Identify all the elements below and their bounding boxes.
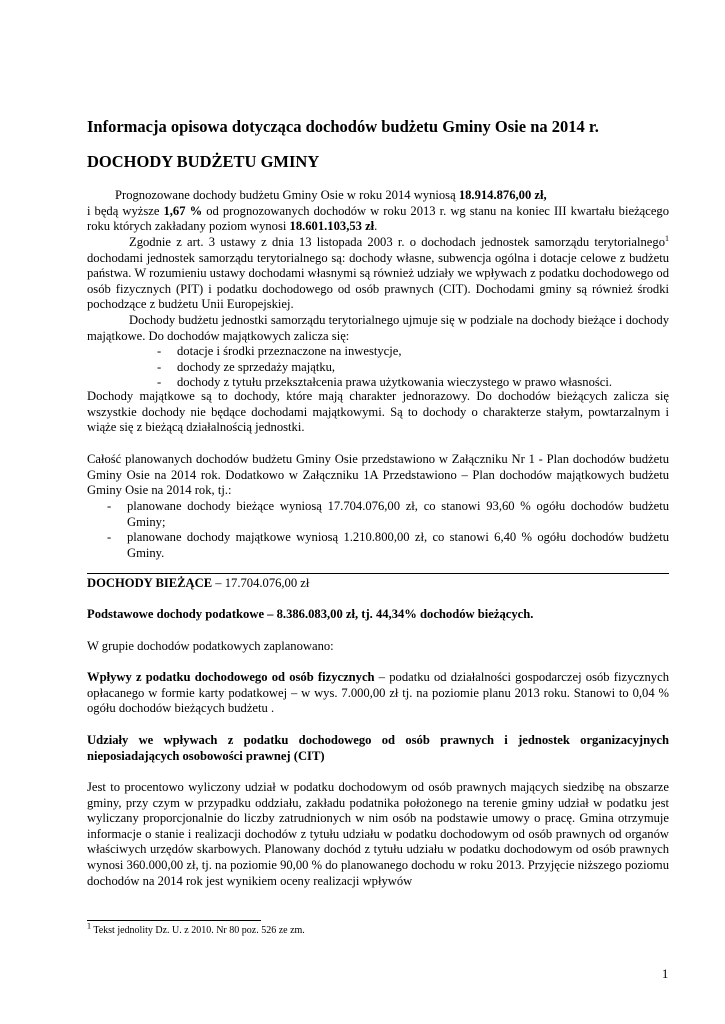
section-divider <box>87 573 669 574</box>
list-item-text: dochody ze sprzedaży majątku, <box>177 359 336 374</box>
paragraph-prognoza-line1 <box>87 188 669 204</box>
page-number: 1 <box>662 967 669 981</box>
bold-pit-heading: Wpływy z podatku dochodowego od osób fizycznych <box>87 670 375 684</box>
paragraph-cit: Jest to procentowo wyliczony udział w podatku dochodowym od osób prawnych mających siedzibę na obszarze gminy, przy czym w przypadku oddziału, zakładu podatnika położonego na terenie gminy udział w podatku jest wyliczany proporcjonalnie do liczby zatrudnionych w nim osób na podstawie umowy o pracę. Gmina otrzymuje informacje o stanie i realizacji dochodów z tytułu udziału w podatku dochodowym od osób prawnych od organów właściwych urzędów skarbowych. Planowany dochód z tytułu udziału w podatku dochodowym od osób prawnych wynosi 360.000,00 zł, tj. na poziomie 90,00 % do planowanego dochodu w roku 2013. Przyjęcie niższego poziomu dochodów na 2014 rok jest wynikiem oceny realizacji wpływów <box>87 780 669 888</box>
footnote-rule <box>87 920 261 921</box>
section-heading-dochody-budzetu: DOCHODY BUDŻETU GMINY <box>87 152 320 171</box>
list-planowane-dochody <box>87 499 669 561</box>
paragraph-grupa: W grupie dochodów podatkowych zaplanowano: <box>87 639 334 653</box>
dash-marker: - <box>157 359 162 374</box>
bold-amount-2013: 18.601.103,53 zł <box>289 219 375 234</box>
dash-marker: - <box>157 375 162 390</box>
document-title: Informacja opisowa dotycząca dochodów budżetu Gminy Osie na 2014 r. <box>87 117 599 136</box>
heading-amount: – 17.704.076,00 zł <box>212 576 310 590</box>
dash-marker: - <box>157 344 162 358</box>
footnote <box>87 921 305 937</box>
footnote-text: Tekst jednolity Dz. U. z 2010. Nr 80 poz. 526 ze zm. <box>91 925 305 936</box>
text-run: i będą wyższe <box>87 203 164 218</box>
text-run: – podatku od działalności gospodarczej osób fizycznych opłacanego w formie karty podatkowej – w wys. 7.000,00 zł tj. na poziomie planu 2013 roku. Stanowi to 0,04 % ogółu dochodów bieżących budżetu . <box>87 670 669 716</box>
paragraph-pit <box>87 670 669 717</box>
list-item-text: dochody z tytułu przekształcenia prawa użytkowania wieczystego w prawo własności. <box>177 375 613 390</box>
dash-marker: - <box>107 499 112 513</box>
list-dochody-majatkowe <box>87 344 669 391</box>
heading-bold-part: DOCHODY BIEŻĄCE <box>87 576 213 590</box>
paragraph-prognoza <box>87 188 669 235</box>
text-run: od prognozowanych dochodów w roku 2013 r. wg stanu na koniec III kwartału bieżącego roku których zakładany poziom wynosi <box>87 203 670 234</box>
paragraph-charakter: Dochody majątkowe są to dochody, które mają charakter jednorazowy. Do dochodów bieżących zalicza się wszystkie dochody nie będące dochodami majątkowymi. Są to dochody o charakterze stałym, powtarzalnym i wiąże się z bieżącą działalnością jednostki. <box>87 389 669 435</box>
paragraph-ustawa <box>87 235 669 313</box>
bold-percent: 1,67 % <box>163 203 203 218</box>
text-run: Zgodnie z art. 3 ustawy z dnia 13 listopada 2003 r. o dochodach jednostek samorządu terytorialnego <box>129 235 665 249</box>
bold-amount-total: 18.914.876,00 zł, <box>458 188 547 202</box>
list-item-text: planowane dochody majątkowe wyniosą 1.210.800,00 zł, co stanowi 6,40 % ogółu dochodów budżetu Gminy. <box>127 530 669 560</box>
list-item <box>157 344 669 360</box>
list-item <box>87 530 669 561</box>
list-item <box>157 360 669 376</box>
heading-cit: Udziały we wpływach z podatku dochodowego od osób prawnych i jednostek organizacyjnych nieposiadających osobowości prawnej (CIT) <box>87 733 669 763</box>
list-item <box>87 499 669 530</box>
heading-dochody-biezace <box>87 576 669 592</box>
footnote-ref: 1 <box>665 233 669 243</box>
paragraph-prognoza-rest <box>87 204 669 235</box>
paragraph-podzial: Dochody budżetu jednostki samorządu terytorialnego ujmuje się w podziale na dochody bieżące i dochody majątkowe. Do dochodów majątkowych zalicza się: <box>87 313 669 343</box>
list-item-text: dotacje i środki przeznaczone na inwestycje, <box>177 344 402 358</box>
list-item-text: planowane dochody bieżące wyniosą 17.704.076,00 zł, co stanowi 93,60 % ogółu dochodów budżetu Gminy; <box>127 499 669 529</box>
text-run: Prognozowane dochody budżetu Gminy Osie w roku 2014 wyniosą <box>115 188 459 202</box>
dash-marker: - <box>107 530 112 545</box>
heading-dochody-podatkowe: Podstawowe dochody podatkowe – 8.386.083,00 zł, tj. 44,34% dochodów bieżących. <box>87 607 534 621</box>
text-run: . <box>374 219 378 234</box>
paragraph-zalacznik: Całość planowanych dochodów budżetu Gminy Osie przedstawiono w Załączniku Nr 1 - Plan dochodów budżetu Gminy Osie na 2014 rok. Dodatkowo w Załączniku 1A Przedstawiono – Plan dochodów majątkowych budżetu Gminy Osie na 2014 rok, tj.: <box>87 452 669 498</box>
footnote-number: 1 <box>87 921 91 931</box>
text-run: dochodami jednostek samorządu terytorialnego są: dochody własne, subwencja ogólna i dotacje celowe z budżetu państwa. W rozumieniu ustawy dochodami własnymi są również udziały we wpływach z podatku dochodowego od osób fizycznych (PIT) i podatku dochodowego od osób prawnych (CIT). Dochodami gminy są również środki pochodzące z budżetu Unii Europejskiej. <box>87 250 669 312</box>
